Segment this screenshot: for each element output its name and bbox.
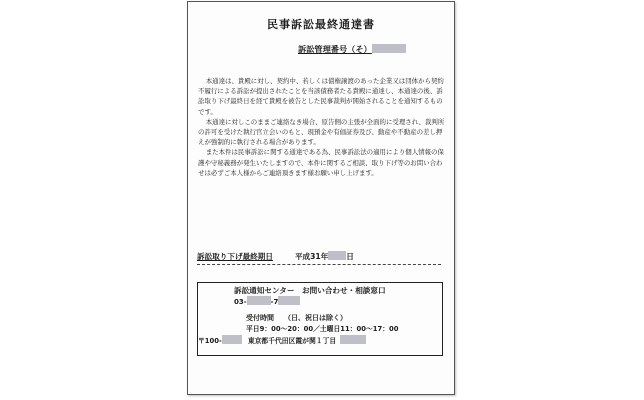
contact-center-name: 訴訟通知センター お問い合わせ・相談窓口	[234, 286, 386, 295]
reception-hours	[246, 313, 347, 323]
postal-prefix: 〒100-	[198, 337, 222, 345]
contact-address	[198, 335, 366, 346]
deadline-era-year: 平成31年	[294, 252, 329, 261]
dashed-divider	[197, 264, 441, 265]
hours-note: （日、祝日は除く）	[284, 314, 347, 322]
hours-label: 受付時間	[246, 314, 274, 322]
deadline-label: 訴訟取り下げ最終期日	[197, 252, 273, 261]
case-number-label: 訴訟管理番号（そ）	[298, 44, 372, 54]
paragraph-2: 本通達に対しこのままご連絡なき場合、原告側の主張が全面的に受理され、裁判所の許可を受けた執行官立会いのもと、現預金や有価証券及び、動産や不動産の差し押えが強制的に執行される場合があります。	[198, 117, 445, 147]
paragraph-3: また本件は民事訴訟に関する通達である為、民事訴訟法の適用により個人情報の保護や守秘義務が発生いたしますので、本件に関するご相談、取り下げ等のお問い合わせは必ずご本人様からご連絡頂きます様お願い申し上げます。	[198, 148, 444, 177]
address-text: 東京都千代田区霞が関１丁目	[247, 337, 337, 345]
notice-body	[198, 76, 446, 178]
contact-phone	[234, 296, 300, 307]
redaction-mask	[278, 296, 300, 305]
redaction-mask	[247, 296, 271, 305]
redaction-mask	[340, 335, 366, 344]
reception-times: 平日9：00～20：00／土曜日11：00～17：00	[246, 325, 399, 333]
phone-mid: -7	[270, 298, 279, 306]
notice-document	[187, 1, 455, 395]
contact-box	[197, 282, 443, 356]
document-title: 民事訴訟最終通達書	[267, 18, 375, 31]
case-number	[298, 44, 406, 55]
phone-prefix: 03-	[234, 298, 247, 306]
redaction-mask	[328, 251, 346, 260]
deadline-line	[197, 251, 354, 262]
deadline-day-suffix: 日	[346, 252, 354, 261]
redaction-mask	[372, 44, 406, 53]
redaction-mask	[222, 335, 242, 344]
paragraph-1: 本通達は、貴殿に対し、契約中、若しくは債権譲渡のあった企業又は団体から契約不履行による訴訟が提出されたことを当該債務者たる貴殿に通達し、本通達の後、訴訟取り下げ最終日を経て貴殿を被告とした民事裁判が開始されることを通知するものです。	[198, 77, 444, 116]
